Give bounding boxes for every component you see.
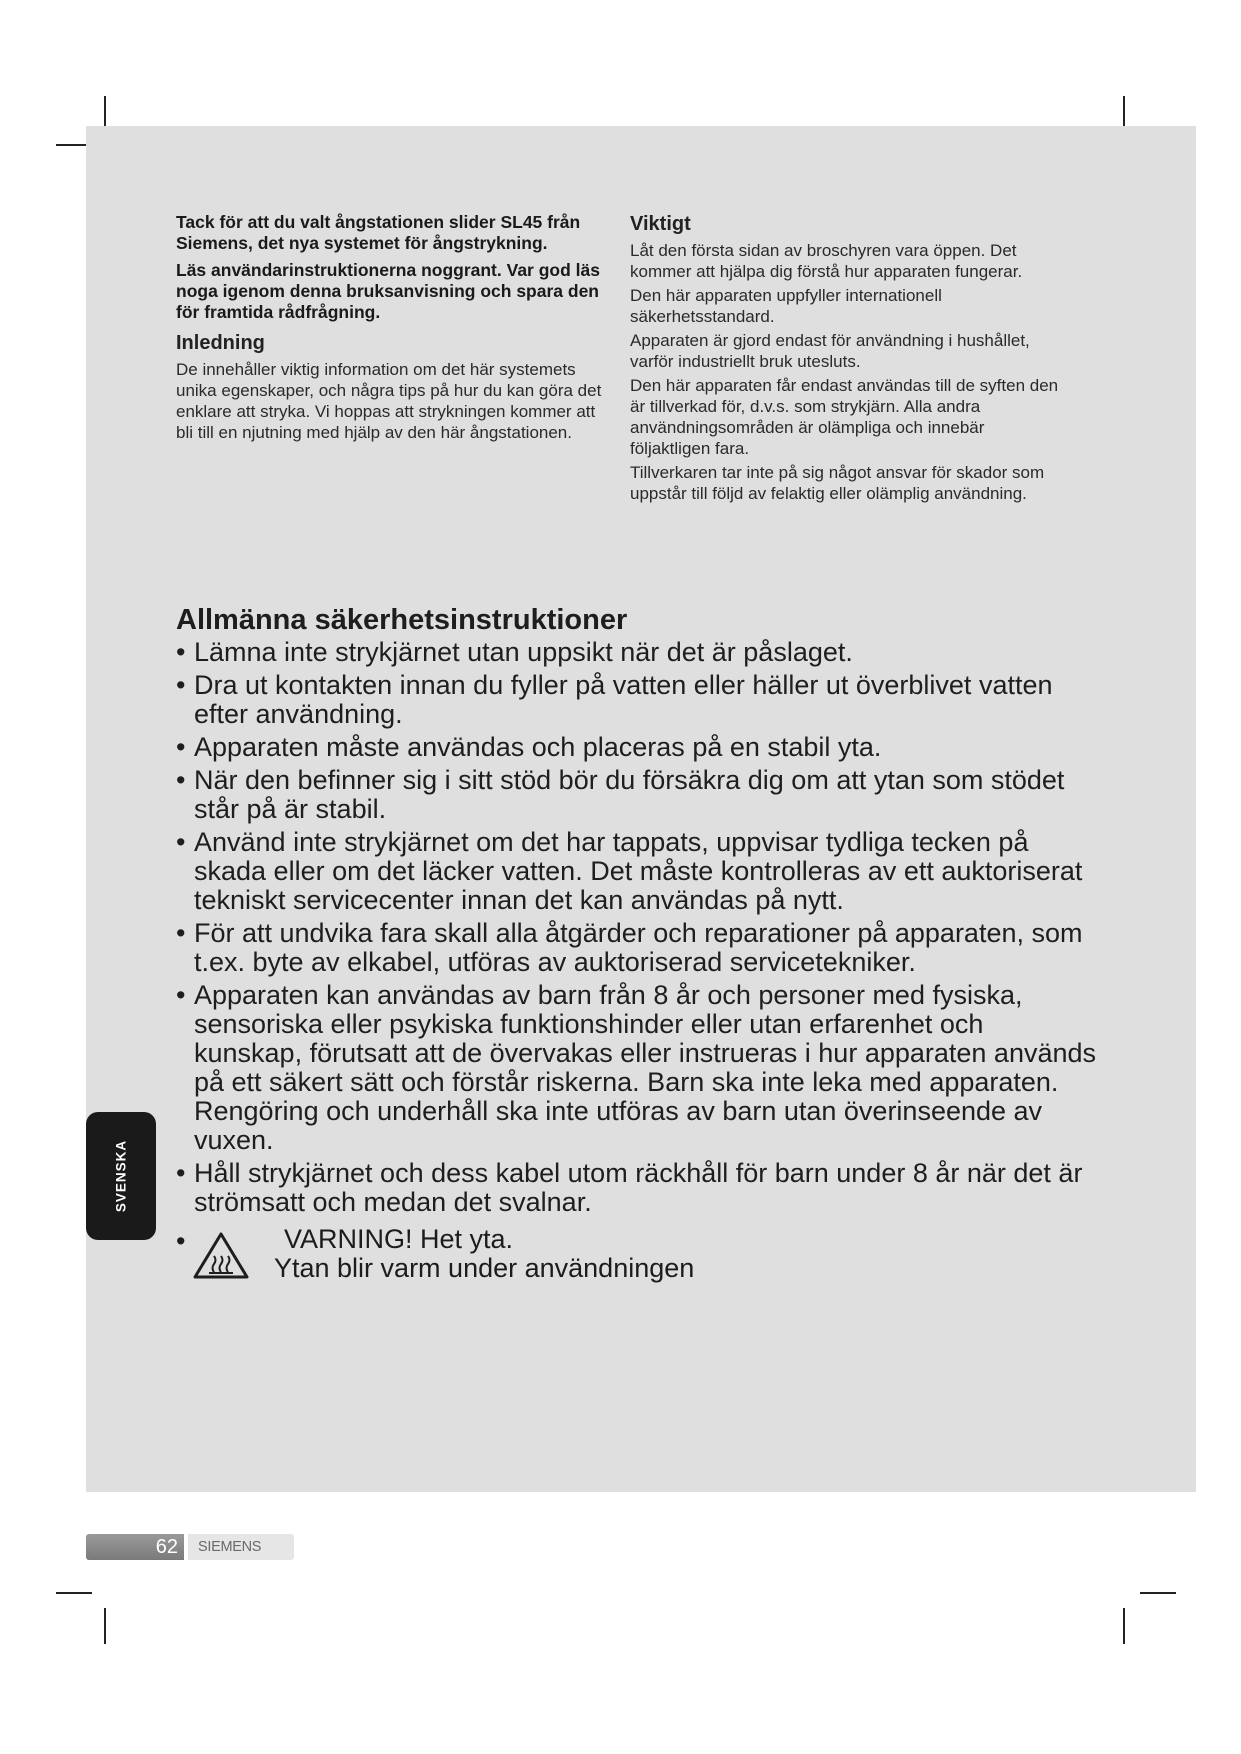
- important-paragraph: Apparaten är gjord endast för användning i hushållet, varför industriellt bruk utesluts.: [630, 331, 1030, 371]
- safety-item-text: Använd inte strykjärnet om det har tappats, uppvisar tydliga tecken på skada eller om det läcker vatten. Det måste kontrolleras av ett auktoriserat tekniskt servicecenter innan det kan användas på nytt.: [194, 827, 1083, 915]
- safety-item-text: Apparaten måste användas och placeras på en stabil yta.: [194, 732, 882, 762]
- important-paragraph: Den här apparaten får endast användas till de syften den är tillverkad för, d.v.s. som strykjärn. Alla andra användningsområden är olämpliga och innebär följaktligen fara.: [630, 376, 1059, 458]
- page-number: 62: [155, 1536, 178, 1558]
- important-heading: Viktigt: [630, 213, 691, 235]
- safety-section: [176, 602, 1096, 1283]
- bullet-icon: •: [176, 765, 186, 795]
- safety-item-text: Lämna inte strykjärnet utan uppsikt när det är påslaget.: [194, 637, 853, 667]
- bullet-icon: •: [176, 1226, 186, 1256]
- intro-heading: Inledning: [176, 332, 265, 354]
- safety-list: [176, 638, 1096, 1217]
- bullet-icon: •: [176, 637, 186, 667]
- bullet-icon: •: [176, 827, 186, 857]
- bullet-icon: •: [176, 1158, 186, 1188]
- important-paragraph: Tillverkaren tar inte på sig något ansvar för skador som uppstår till följd av felaktig eller olämplig användning.: [630, 463, 1045, 503]
- warning-title: VARNING! Het yta.: [284, 1224, 514, 1254]
- crop-mark: [56, 1592, 92, 1594]
- safety-item: [176, 733, 1096, 762]
- crop-mark: [104, 1608, 106, 1644]
- hot-surface-warning-icon: [192, 1231, 250, 1281]
- safety-item: [176, 981, 1096, 1155]
- bullet-icon: •: [176, 670, 186, 700]
- important-paragraph: Låt den första sidan av broschyren vara öppen. Det kommer att hjälpa dig förstå hur apparaten fungerar.: [630, 241, 1023, 281]
- important-paragraph: Den här apparaten uppfyller internationell säkerhetsstandard.: [630, 286, 942, 326]
- safety-item-text: För att undvika fara skall alla åtgärder och reparationer på apparaten, som t.ex. byte av elkabel, utföras av auktoriserad servicetekniker.: [194, 918, 1083, 977]
- important-column: [630, 212, 1060, 507]
- intro-read-instructions: Läs användarinstruktionerna noggrant. Var god läs noga igenom denna bruksanvisning och spara den för framtida rådfrågning.: [176, 260, 600, 322]
- safety-item: [176, 671, 1096, 729]
- page-number-box: [86, 1534, 184, 1560]
- safety-item: [176, 766, 1096, 824]
- crop-mark: [1123, 1608, 1125, 1644]
- brand-name: SIEMENS: [198, 1539, 262, 1555]
- safety-item-text: Apparaten kan användas av barn från 8 år och personer med fysiska, sensoriska eller psykiska funktionshinder eller utan erfarenhet och kunskap, förutsatt att de övervakas eller instrueras i hur apparaten används på ett säkert sätt och förstår riskerna. Barn ska inte leka med apparaten. Rengöring och underhåll ska inte utföras av barn utan överinseende av vuxen.: [194, 980, 1097, 1155]
- safety-item: [176, 638, 1096, 667]
- safety-item-text: Dra ut kontakten innan du fyller på vatten eller häller ut överblivet vatten efter användning.: [194, 670, 1053, 729]
- crop-mark: [1140, 1592, 1176, 1594]
- intro-thanks: Tack för att du valt ångstationen slider SL45 från Siemens, det nya systemet för ångstrykning.: [176, 212, 581, 253]
- safety-item: [176, 1159, 1096, 1217]
- language-label: SVENSKA: [113, 1139, 129, 1213]
- language-tab: [86, 1112, 156, 1240]
- warning-text: Ytan blir varm under användningen: [274, 1253, 695, 1283]
- bullet-icon: •: [176, 980, 186, 1010]
- bullet-icon: •: [176, 918, 186, 948]
- intro-text: De innehåller viktig information om det här systemets unika egenskaper, och några tips på hur du kan göra det enklare att stryka. Vi hoppas att strykningen kommer att bli till en njutning med hjälp av den här ångstationen.: [176, 360, 602, 442]
- safety-title: Allmänna säkerhetsinstruktioner: [176, 604, 628, 636]
- brand-box: [188, 1534, 294, 1560]
- safety-item: [176, 828, 1096, 915]
- bullet-icon: •: [176, 732, 186, 762]
- safety-item-text: När den befinner sig i sitt stöd bör du försäkra dig om att ytan som stödet står på är stabil.: [194, 765, 1065, 824]
- hot-surface-warning: [176, 1225, 1096, 1283]
- safety-item: [176, 919, 1096, 977]
- intro-column: [176, 212, 606, 446]
- safety-item-text: Håll strykjärnet och dess kabel utom räckhåll för barn under 8 år när det är strömsatt och medan det svalnar.: [194, 1158, 1083, 1217]
